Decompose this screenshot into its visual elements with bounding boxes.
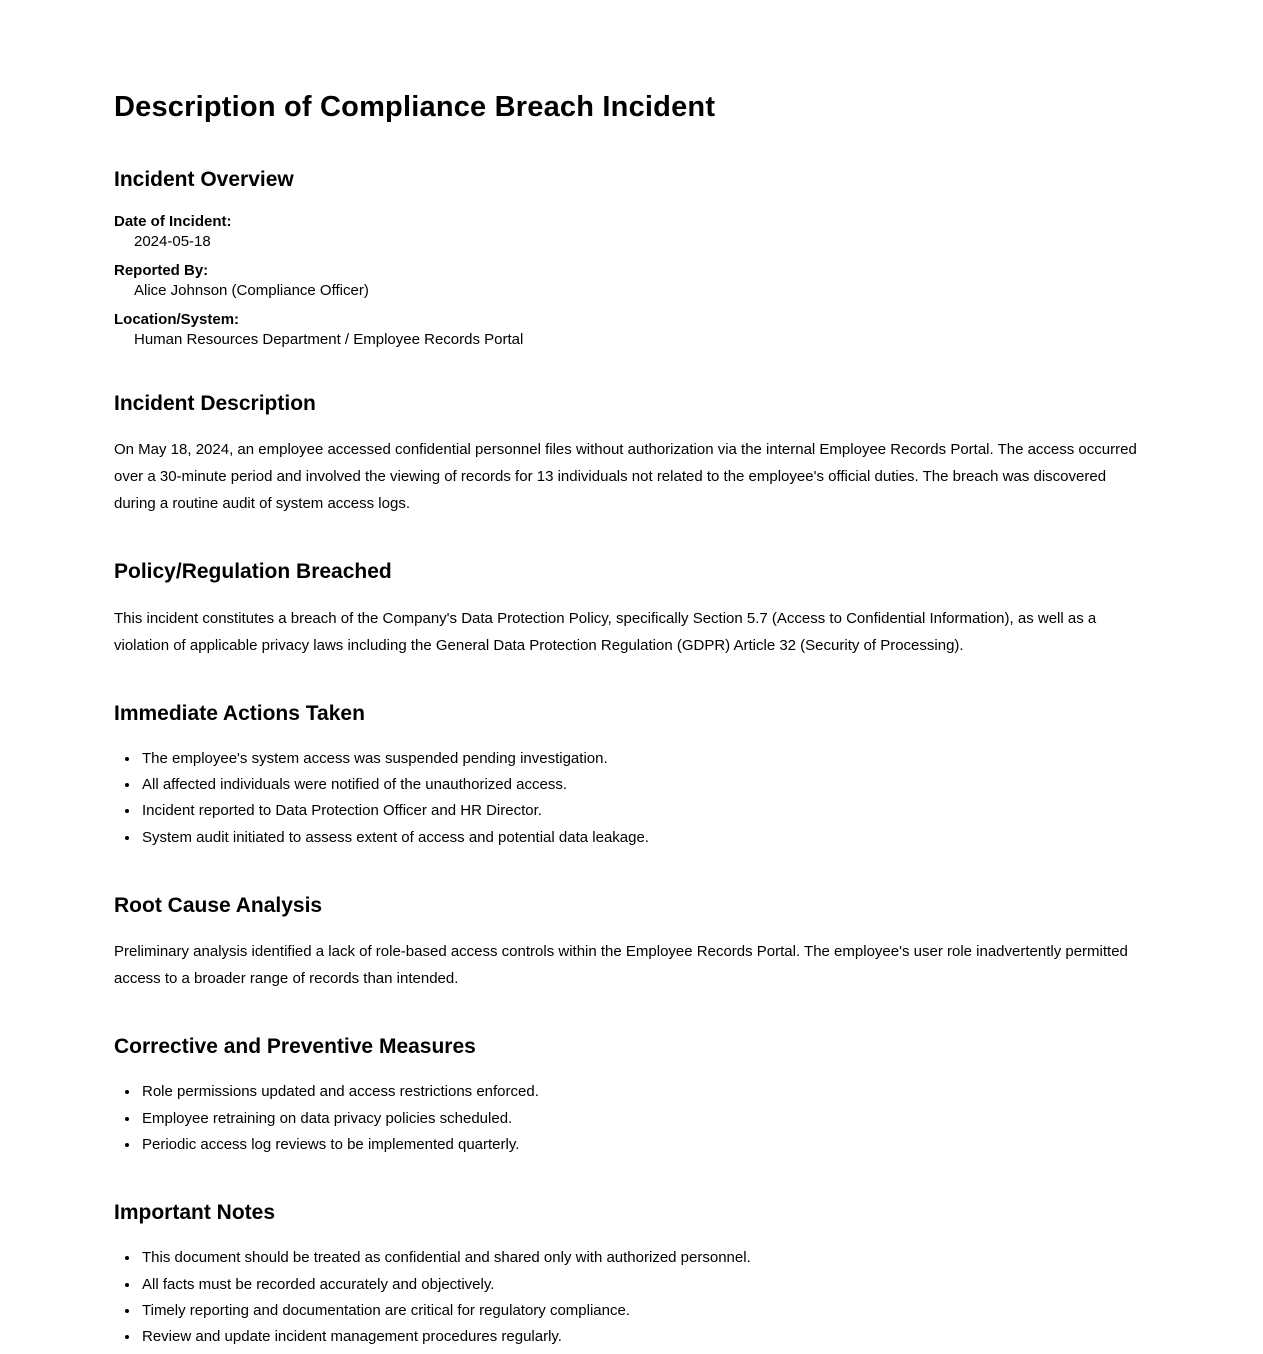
section-heading-root-cause: Root Cause Analysis: [114, 893, 323, 917]
section-incident-overview: [114, 167, 1149, 349]
list-item: • System audit initiated to assess extent of access and potential data leakage.: [140, 825, 1149, 851]
section-immediate-actions: [114, 701, 1149, 851]
section-heading-incident-description: Incident Description: [114, 392, 316, 416]
field-value: Alice Johnson (Compliance Officer): [134, 281, 369, 299]
list-item: • Incident reported to Data Protection Officer and HR Director.: [140, 798, 1149, 824]
page-title: Description of Compliance Breach Incident: [114, 91, 716, 123]
list-item: • This document should be treated as confidential and shared only with authorized personnel.: [140, 1245, 1149, 1271]
policy-regulation-paragraph: This incident constitutes a breach of the Company's Data Protection Policy, specifically Section 5.7 (Access to Confidential Information), as well as a violation of applicable privacy laws including the General Data Protection Regulation (GDPR) Article 32 (Security of Processing).: [114, 609, 1097, 654]
document-content: [114, 0, 1149, 1350]
section-heading-important-notes: Important Notes: [114, 1201, 276, 1225]
field-reported-by: [114, 261, 1149, 300]
list-item: • All affected individuals were notified of the unauthorized access.: [140, 772, 1149, 798]
root-cause-paragraph: Preliminary analysis identified a lack of role-based access controls within the Employee Records Portal. The employee's user role inadvertently permitted access to a broader range of records than intended.: [114, 943, 1128, 988]
list-item: • Role permissions updated and access restrictions enforced.: [140, 1079, 1149, 1105]
list-item: • Timely reporting and documentation are critical for regulatory compliance.: [140, 1298, 1149, 1324]
section-heading-incident-overview: Incident Overview: [114, 167, 294, 191]
corrective-measures-list: [114, 1079, 1149, 1158]
section-incident-description: [114, 391, 1149, 517]
section-heading-immediate-actions: Immediate Actions Taken: [114, 701, 365, 725]
field-location-system: [114, 310, 1149, 349]
field-value: Human Resources Department / Employee Records Portal: [134, 330, 524, 348]
field-label: Reported By:: [114, 262, 209, 280]
incident-description-paragraph: On May 18, 2024, an employee accessed confidential personnel files without authorization via the internal Employee Records Portal. The access occurred over a 30-minute period and involved the viewing of records for 13 individuals not related to the employee's official duties. The breach was discovered during a routine audit of system access logs.: [114, 441, 1137, 513]
list-item: • Review and update incident management procedures regularly.: [140, 1324, 1149, 1350]
important-notes-list: [114, 1245, 1149, 1350]
immediate-actions-list: [114, 746, 1149, 851]
list-item: • The employee's system access was suspended pending investigation.: [140, 746, 1149, 772]
section-heading-policy-regulation: Policy/Regulation Breached: [114, 560, 392, 584]
section-heading-corrective-measures: Corrective and Preventive Measures: [114, 1035, 476, 1059]
list-item: • Employee retraining on data privacy policies scheduled.: [140, 1106, 1149, 1132]
field-label: Location/System:: [114, 311, 240, 329]
list-item: • Periodic access log reviews to be implemented quarterly.: [140, 1132, 1149, 1158]
field-label: Date of Incident:: [114, 213, 232, 231]
section-root-cause-analysis: [114, 893, 1149, 992]
section-important-notes: [114, 1200, 1149, 1350]
field-date-of-incident: [114, 212, 1149, 251]
field-value: 2024-05-18: [134, 232, 211, 250]
list-item: • All facts must be recorded accurately and objectively.: [140, 1272, 1149, 1298]
section-corrective-measures: [114, 1034, 1149, 1158]
section-policy-regulation-breached: [114, 559, 1149, 658]
